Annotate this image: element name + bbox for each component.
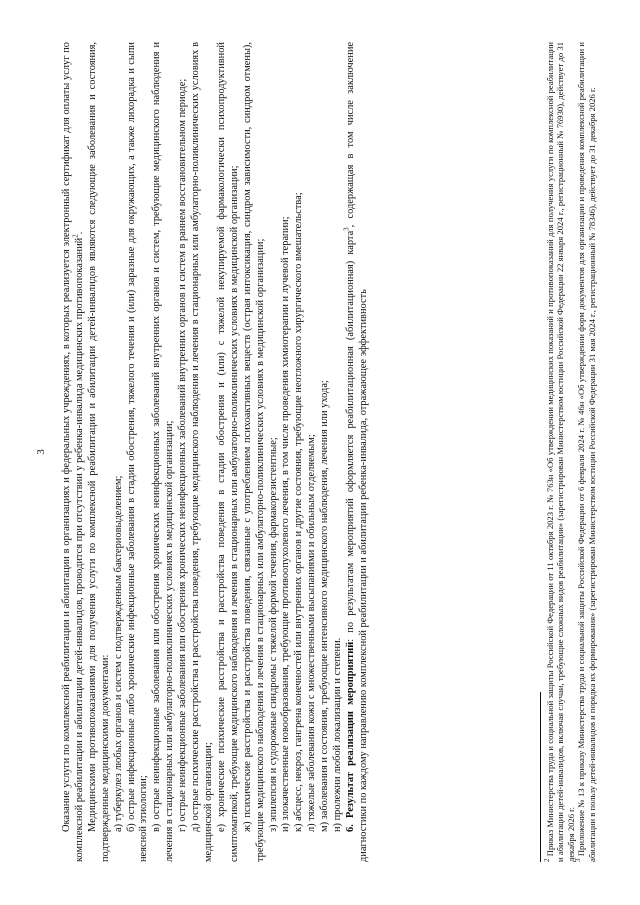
list-item: а) туберкулез любых органов и систем с подтвержденным бактериовыделением; <box>112 475 124 832</box>
footnote: $^2$ Приказ Министерства труда и социальной защиты Российской Федерации от 11 октября 2023 г. № 763н «Об утверждении медицинских показаний и противопоказаний для получения услуги по комплексной реабилитации и абилитации детей-инвалидов, включая случаи, требующие сложных видов реабилитации» (зарегистрирован Министерством юстиции Российской Федерации 22 января 2024 г., регистрационный № 76930), действует до 31 декабря 2026 г. <box>543 42 576 862</box>
list-item: и) злокачественные новообразования, требующие противоопухолевого лечения, в том числе проведения химиотерапии и лучевой терапии; <box>280 216 292 832</box>
section-6-heading: 6. Результат реализации мероприятий <box>344 641 356 832</box>
section-6-paragraph: 6. Результат реализации мероприятий: по результатам мероприятий оформляется реабилитационная (абилитационная) карта$^3$, содержащая в том числе заключение диагностики по каждому направлению комплексной реабилитации и абилитации ребенка-инвалида, отражающее эффективность <box>342 42 369 862</box>
list-item: в) острые неинфекционные заболевания или обострения хронических неинфекционных заболеваний внутренних органов и систем, требующие медицинского наблюдения и лечения в стационарных или амбулаторно-поликлинических условиях в медицинской организации; <box>151 42 176 862</box>
list-item: г) острые неинфекционные заболевания или обострения хронических неинфекционных заболеваний внутренних органов и систем в раннем восстановительном периоде; <box>177 78 189 832</box>
paragraph: Медицинскими противопоказаниями для получения услуги по комплексной реабилитации и абилитации детей-инвалидов являются следующие заболевания и состояния, подтвержденные медицинскими документами: <box>86 42 111 862</box>
list-item: е) хронические психические расстройства и расстройства поведения в стадии обострения и (или) с тяжелой некупируемой фармакологически психопродуктивной симптоматикой, требующие медицинского наблюдения и лечения в стационарных или амбулаторно-поликлинических условиях в медицинской организации; <box>215 42 240 862</box>
document-body <box>61 42 371 862</box>
rotated-sheet <box>35 22 605 882</box>
list-item: н) пролежни любой локализации и степени. <box>332 637 344 832</box>
footnotes <box>540 42 597 862</box>
list-item: з) эпилепсия и судорожные синдромы с тяжелой формой течения, фармакорезистентные; <box>267 437 279 832</box>
list-item: л) тяжелые заболевания кожи с множественными высыпаниями и обильным отделяемым; <box>306 434 318 832</box>
page-number: 3 <box>35 449 47 455</box>
footnote-divider <box>540 692 541 862</box>
paragraph: Оказание услуги по комплексной реабилитации и абилитации в организациях и федеральных учреждениях, в которых реализуется электронный сертификат для оплаты услуг по комплексной реабилитации и абилитации детей-инвалидов, проводится при отсутствии у ребенка-инвалида медицинских противопоказаний$^2$. <box>61 42 85 862</box>
list-item: м) заболевания и состояния, требующие интенсивного медицинского наблюдения, лечения или ухода; <box>319 380 331 832</box>
list-item: к) абсцесс, некроз, гангрена конечностей или внутренних органов и другие состояния, требующие неотложного хирургического вмешательства; <box>293 192 305 832</box>
list-item: б) острые инфекционные либо хронические инфекционные заболевания в стадии обострения, тяжелого течения и (или) заразные для окружающих, а также лихорадка и сыпи неясной этиологии; <box>125 42 150 862</box>
list-item: д) острые психические расстройства и расстройства поведения, требующие медицинского наблюдения и лечения в стационарных или амбулаторно-поликлинических условиях в медицинской организации; <box>190 42 214 862</box>
list-item: ж) психические расстройства и расстройства поведения, связанные с употреблением психоактивных веществ (острая интоксикация, синдром зависимости, синдром отмены), требующие медицинского наблюдения и лечения в стационарных или амбулаторно-поликлинических условиях в медицинской организации; <box>241 42 266 862</box>
footnote: $^3$ Приложение № 13 к приказу Министерства труда и социальной защиты Российской Федерации от 6 февраля 2024 г. № 46н «Об утверждении форм документов для организации и проведения комплексной реабилитации и абилитации в пользу детей-инвалидов и порядка их формирования» (зарегистрирован Министерством юстиции Российской Федерации 31 мая 2024 г., регистрационный № 78346), действует до 31 декабря 2026 г. <box>574 41 597 862</box>
